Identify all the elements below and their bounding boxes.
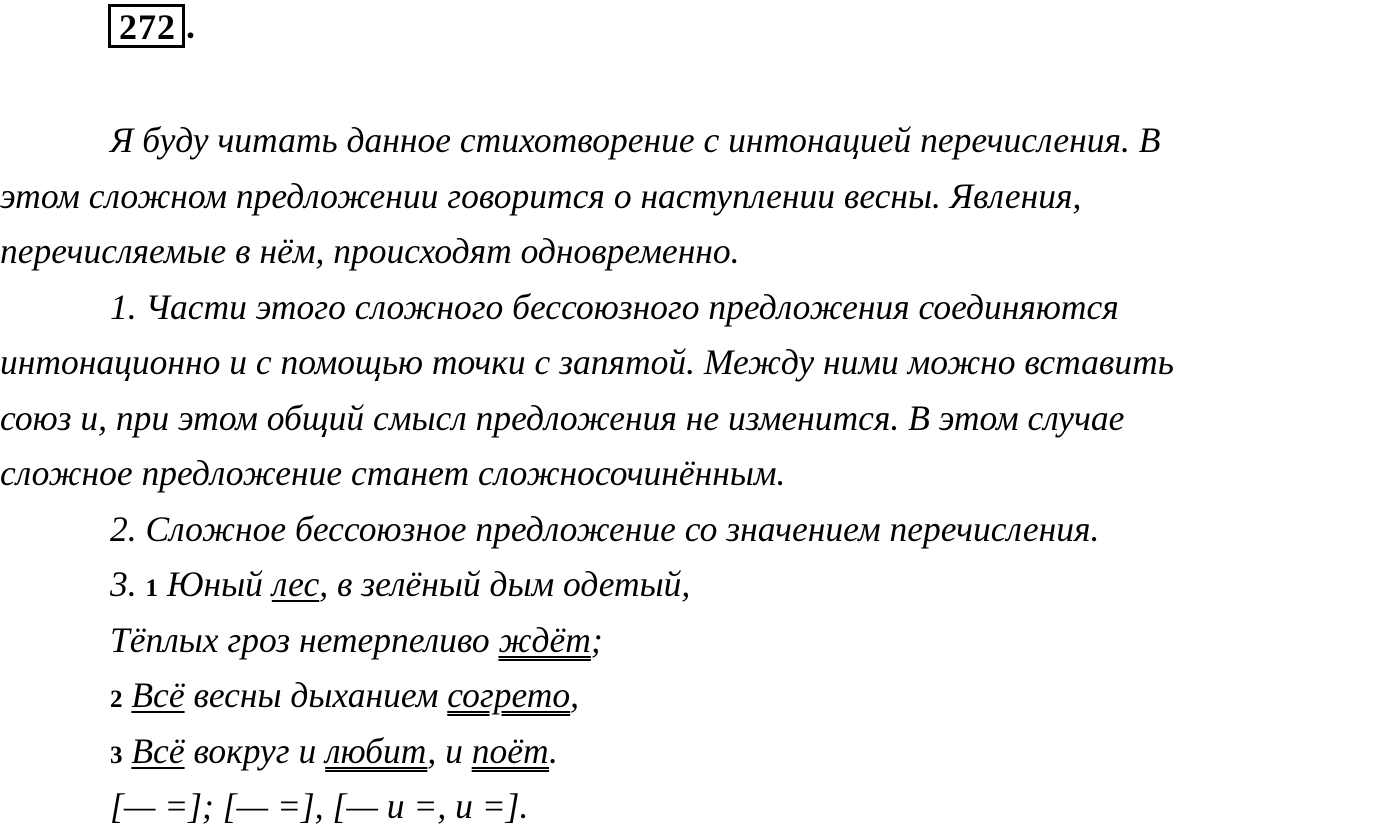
clause-mark-1: 1 (145, 575, 158, 602)
predicate-word: согрето (447, 675, 571, 715)
poem-line-2 (0, 613, 1400, 669)
point-2-line: 2. Сложное бессоюзное предложение со значением перечисления. (110, 508, 1100, 549)
point-1-line-4: сложное предложение станет сложносочинённым. (0, 453, 786, 493)
exercise-number-box: 272 (108, 4, 185, 48)
clause-mark-2: 2 (110, 686, 123, 713)
intro-line-2: этом сложном предложении говорится о наступлении весны. Явления, (0, 175, 1082, 216)
point-1-line-1: 1. Части этого сложного бессоюзного предложения соединяются (110, 286, 1119, 327)
poem-text: весны дыханием (184, 675, 448, 715)
exercise-number (108, 4, 195, 48)
subject-word: Всё (131, 675, 185, 715)
poem-text: Тёплых гроз нетерпеливо (110, 619, 499, 660)
subject-word: Всё (131, 730, 185, 771)
predicate-word: ждёт (498, 619, 591, 660)
predicate-word: любит (325, 730, 428, 771)
point-1-line-2: интонационно и с помощью точки с запятой. Между ними можно вставить (0, 342, 1174, 382)
clause-mark-3: 3 (110, 741, 123, 769)
poem-text: вокруг и (184, 730, 326, 771)
poem-line-1 (0, 557, 1400, 613)
poem-text: . (549, 730, 558, 771)
exercise-number-dot: . (186, 6, 195, 46)
answer-text (0, 113, 1400, 835)
poem-text: , и (427, 730, 472, 771)
sentence-scheme: [— =]; [— =], [— и =, и =]. (110, 786, 529, 826)
poem-line-3 (0, 668, 1400, 724)
intro-line-1: Я буду читать данное стихотворение с интонацией перечисления. В (110, 120, 1161, 160)
poem-text: , (570, 675, 580, 715)
point-1-line-3: союз и, при этом общий смысл предложения не изменится. В этом случае (0, 397, 1125, 438)
subject-word: лес (271, 564, 320, 604)
poem-text: , в зелёный дым одетый, (319, 564, 691, 604)
poem-text: ; (590, 619, 603, 660)
poem-text: Юный (158, 564, 272, 604)
point-3-prefix: 3. (110, 564, 146, 604)
poem-line-4 (0, 724, 1400, 780)
intro-line-3: перечисляемые в нём, происходят одновременно. (0, 231, 740, 271)
predicate-word: поёт (471, 730, 550, 771)
